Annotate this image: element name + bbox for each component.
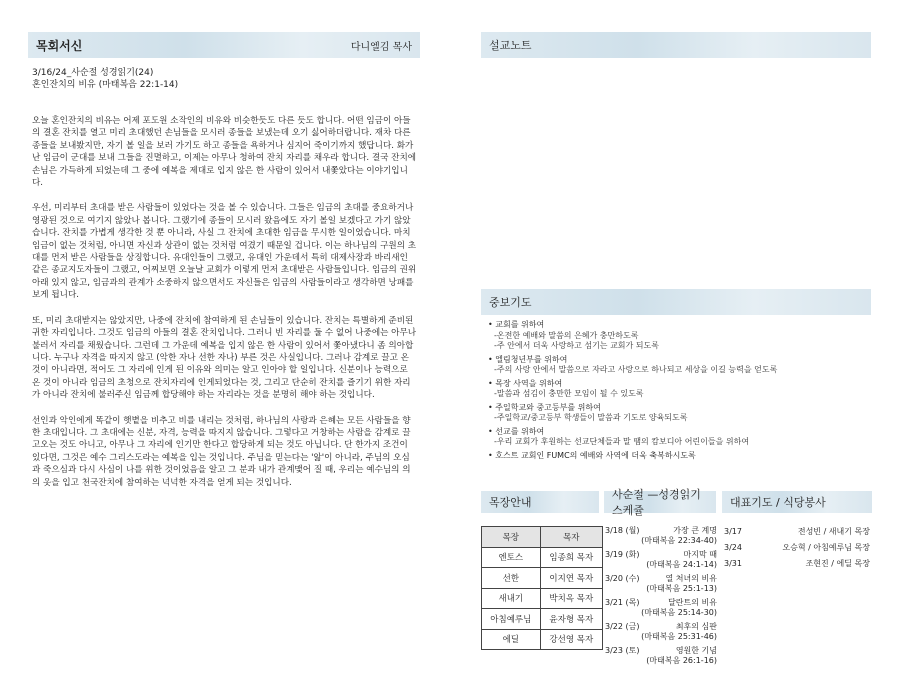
prayer-header bbox=[481, 289, 871, 315]
sermon-passage: 혼인잔치의 비유 (마태복음 22:1-14) bbox=[32, 80, 179, 90]
pastor-col-header: 목장 bbox=[482, 527, 541, 548]
prayer-item bbox=[488, 355, 874, 376]
pastor-title: 목장안내 bbox=[489, 496, 532, 509]
reading-header bbox=[604, 488, 716, 517]
pastor-group: 엔토스 bbox=[482, 547, 541, 568]
reading-ref: (마태복음 22:34-40) bbox=[641, 536, 717, 545]
representative-date: 3/17 bbox=[724, 527, 742, 536]
sermon-paragraph-1: 오늘 혼인잔치의 비유는 어제 포도원 소작인의 비유와 비슷한듯도 다른 듯도 합니다. 어떤 임금이 아들의 결혼 잔치를 열고 미리 초대했던 손님들을 모시러 종들을 보냈는데 오기 싫어하더랍니다. 재차 다른 종들을 보내봤지만, 자기 볼 일을 보러 가기도 하고 종들을 욕하거나 심지어 죽이기까지 했답니다. 화가 난 임금이 군대를 보내 그들을 진멸하고, 이제는 아무나 청하여 잔치 자리를 채우라 합니다. 결국 잔치에 손님은 가득하게 되었는데 그 중에 예복을 제대로 입지 않은 한 사람이 있어서 내쫓았다는 이야기입니다. bbox=[32, 116, 417, 189]
representative-header bbox=[722, 491, 872, 513]
table-row bbox=[482, 609, 603, 630]
reading-ref: (마태복음 26:1-16) bbox=[646, 656, 717, 665]
sermon-paragraph-4: 선인과 악인에게 똑같이 햇볕을 비추고 비를 내리는 것처럼, 하나님의 사랑과 은혜는 모든 사람들을 향한 초대입니다. 그 초대에는 신분, 자격, 능력을 따지지 않습니다. 그렇다고 거창하는 사람을 감계로 끌고오는 것도 아니고, 아무나 그 자리에 인기만 한다고 합당하게 되는 것도 아닙니다. 단 한가지 조건이 있다면, 그것은 예수 그리스도라는 예복을 입는 것입니다. 주님을 믿는다는 '앎'이 아니라, 주님의 오심과 죽으심과 다시 사심이 나를 위한 것이었음을 알고 그 분과 내가 관계맺어 질 때, 우리는 예수님의 의의 옷을 입고 천국잔치에 참여하는 넉넉한 자격을 얻게 되는 것입니다. bbox=[32, 415, 411, 488]
reading-date: 3/21 (목) bbox=[605, 598, 640, 607]
reading-topic: 최후의 심판 bbox=[675, 622, 717, 631]
pastor-group: 새내기 bbox=[482, 588, 541, 609]
pastor-group: 아침예루님 bbox=[482, 609, 541, 630]
pastor-group: 에딜 bbox=[482, 629, 541, 650]
prayer-item bbox=[488, 427, 874, 448]
prayer-item-sub: -주 안에서 더욱 사랑하고 섬기는 교회가 되도록 bbox=[494, 341, 659, 350]
prayer-list bbox=[488, 320, 874, 464]
representative-date: 3/24 bbox=[724, 543, 742, 552]
prayer-item bbox=[488, 379, 874, 400]
notes-title: 설교노트 bbox=[489, 39, 532, 52]
sermon-header bbox=[28, 32, 420, 58]
prayer-item bbox=[488, 320, 874, 352]
reading-topic: 달란트의 비유 bbox=[668, 598, 717, 607]
reading-ref: (마태복음 25:14-30) bbox=[641, 608, 717, 617]
sermon-title: 목회서신 bbox=[36, 38, 83, 53]
table-row bbox=[482, 588, 603, 609]
reading-topic: 가장 큰 계명 bbox=[673, 526, 717, 535]
pastor-leader: 박치옥 목자 bbox=[540, 588, 602, 609]
pastor-leader: 강선영 목자 bbox=[540, 629, 602, 650]
reading-date: 3/19 (화) bbox=[605, 550, 640, 559]
pastor-group: 선한 bbox=[482, 568, 541, 589]
notes-header bbox=[481, 32, 871, 58]
pastor-leader: 이지연 목자 bbox=[540, 568, 602, 589]
reading-topic: 마지막 때 bbox=[683, 550, 717, 559]
prayer-item-sub: -주일학교/중고등부 학생들이 말씀과 기도로 양육되도록 bbox=[494, 413, 688, 422]
prayer-item-head: • 교회를 위하여 bbox=[488, 320, 874, 331]
representative-name: 오승혁 / 아침예루님 목장 bbox=[782, 543, 870, 552]
prayer-item-sub: -주의 사랑 안에서 말씀으로 자라고 사랑으로 하나되고 세상을 이길 능력을 얻도록 bbox=[494, 365, 778, 374]
reading-topic: 열 처녀의 비유 bbox=[665, 574, 717, 583]
prayer-item-sub: -말씀과 섬김이 충만한 모임이 될 수 있도록 bbox=[494, 389, 644, 398]
prayer-item-head: • 주일학교와 중고등부를 위하여 bbox=[488, 403, 874, 414]
sermon-body bbox=[32, 115, 418, 502]
pastor-col-header: 목자 bbox=[540, 527, 602, 548]
representative-title: 대표기도 / 식당봉사 bbox=[730, 496, 826, 509]
prayer-item-head: • 선교를 위하여 bbox=[488, 427, 874, 438]
pastor-table-header-row bbox=[482, 527, 603, 548]
prayer-item-head: • 엘림청년부를 위하여 bbox=[488, 355, 874, 366]
prayer-item-sub: -온전한 예배와 말씀의 은혜가 충만하도록 bbox=[494, 330, 639, 340]
table-row bbox=[482, 568, 603, 589]
prayer-item bbox=[488, 451, 874, 462]
sermon-paragraph-2: 우선, 미리부터 초대를 받은 사람들이 있었다는 것을 볼 수 있습니다. 그들은 임금의 초대를 중요하거나 영광된 것으로 여기지 않았나 봅니다. 그랬기에 종들이 모시러 왔음에도 자기 볼일 보겠다고 가기 않았습니다. 잔치를 가볍게 생각한 것 뿐 아니라, 사실 그 잔치에 초대한 임금을 무시한 일이었습니다. 마치 임금이 없는 것처럼, 아니면 자신과 상관이 없는 것처럼 여겼기 때문일 겁니다. 이는 하나님의 구원의 초대를 먼저 받은 사람들을 상징합니다. 유대인들이 그랬고, 유대인 가운데서 특히 대제사장과 바리새인 같은 종교지도자들이 그랬고, 어찌보면 오늘날 교회가 이렇게 먼저 초대받은 사람들입니다. 임금의 권위 아래 있지 않고, 임금과의 관계가 소중하지 않으면서도 자신들은 임금의 사람들이라고 생각하면 낭패를 보게 됩니다. bbox=[32, 203, 417, 301]
pastor-leader: 윤자형 목자 bbox=[540, 609, 602, 630]
reading-ref: (마태복음 25:1-13) bbox=[646, 584, 717, 593]
prayer-item-head: • 목장 사역을 위하여 bbox=[488, 379, 874, 390]
representative-name: 전성빈 / 새내기 목장 bbox=[797, 527, 870, 536]
representative-name: 조현진 / 에딜 목장 bbox=[805, 559, 870, 568]
reading-date: 3/22 (금) bbox=[605, 622, 640, 631]
pastor-table bbox=[481, 526, 603, 650]
reading-topic: 영원한 기념 bbox=[675, 646, 717, 655]
reading-ref: (마태복음 24:1-14) bbox=[646, 560, 717, 569]
representative-date: 3/31 bbox=[724, 559, 742, 568]
reading-date: 3/20 (수) bbox=[605, 574, 640, 583]
table-row bbox=[482, 629, 603, 650]
sermon-paragraph-3: 또, 미리 초대받지는 않았지만, 나중에 잔치에 참여하게 된 손님들이 있습니다. 잔치는 특별하게 준비된 귀한 자리입니다. 그것도 임금의 아들의 결혼 잔치입니다. 그러니 빈 자리를 둘 수 없어 나중에는 아무나 불러서 자리를 채웠습니다. 그런데 그 가운데 예복을 입지 않은 한 사람이 있어서 쫓아냈다니 좀 의아합니다. 누구나 자격을 따지지 않고 (악한 자나 선한 자나) 부른 것은 사실입니다. 그러나 감계로 끌고 온 것이 아니라면, 적어도 그 자리에 인게 된 이유와 의미는 알고 인아야 할 일입니다. 신분이나 능력으로 온 것이 아니라 임금의 초청으로 잔치자리에 인게되었다는 것, 그리고 단순히 잔치를 즐기기 위한 자리가 아니라 잔치에 불러주신 임금께 합당해야 하는 자리라는 것을 분명히 해야 하는 것입니다. bbox=[32, 315, 417, 401]
sermon-author: 다니엘김 목사 bbox=[350, 41, 412, 53]
prayer-title: 중보기도 bbox=[489, 296, 532, 309]
reading-title: 사순절 —성경읽기스케쥴 bbox=[612, 488, 701, 517]
reading-date: 3/18 (월) bbox=[605, 526, 640, 535]
prayer-item-sub: -우리 교회가 후원하는 선교단체들과 말 땜의 캄보디아 어린이들을 위하여 bbox=[494, 437, 750, 446]
reading-date: 3/23 (토) bbox=[605, 646, 640, 655]
reading-ref: (마태복음 25:31-46) bbox=[641, 632, 717, 641]
pastor-header bbox=[481, 491, 599, 513]
sermon-date: 3/16/24_사순절 성경읽기(24) bbox=[32, 68, 154, 78]
pastor-leader: 임종희 목자 bbox=[540, 547, 602, 568]
table-row bbox=[482, 547, 603, 568]
prayer-item-head: • 호스트 교회인 FUMC의 예배와 사역에 더욱 축복하시도록 bbox=[488, 451, 874, 462]
prayer-item bbox=[488, 403, 874, 424]
